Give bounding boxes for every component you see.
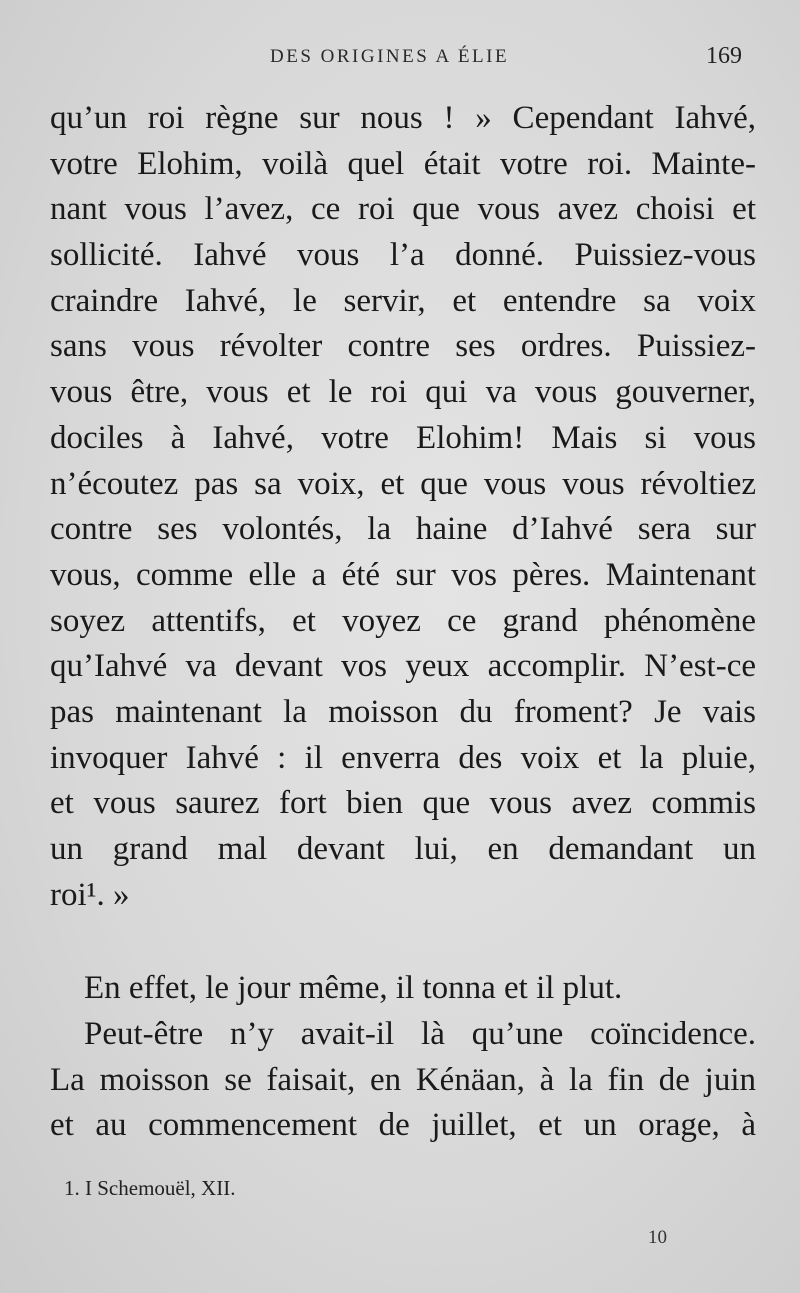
text-line: Peut-être n’y avait-il là qu’une coïncidence.: [84, 1016, 756, 1053]
text-line: votre Elohim, voilà quel était votre roi. Mainte-: [50, 145, 756, 182]
text-line: n’écoutez pas sa voix, et que vous vous révoltiez: [50, 465, 756, 502]
running-title: DES ORIGINES A ÉLIE: [270, 46, 510, 67]
text-line: sans vous révolter contre ses ordres. Puissiez-: [50, 328, 756, 365]
text-line: un grand mal devant lui, en demandant un: [50, 831, 756, 867]
text-line: sollicité. Iahvé vous l’a donné. Puissiez-vous: [50, 237, 756, 274]
footnote: 1. I Schemouël, XII.: [64, 1176, 236, 1200]
text-line: vous être, vous et le roi qui va vous gouverner,: [50, 374, 756, 411]
text-line: qu’un roi règne sur nous ! » Cependant Iahvé,: [50, 100, 756, 136]
text-line: et vous saurez fort bien que vous avez commis: [50, 785, 756, 822]
text-line: soyez attentifs, et voyez ce grand phénomène: [50, 602, 756, 639]
text-line: roi¹. »: [50, 876, 130, 913]
text-line: La moisson se faisait, en Kénäan, à la fin de juin: [50, 1061, 756, 1098]
text-line: dociles à Iahvé, votre Elohim! Mais si vous: [50, 419, 756, 456]
text-line: contre ses volontés, la haine d’Iahvé sera sur: [50, 511, 756, 548]
text-line: pas maintenant la moisson du froment? Je vais: [50, 693, 756, 730]
page-header: [0, 40, 800, 76]
text-line: vous, comme elle a été sur vos pères. Maintenant: [50, 556, 756, 593]
page-number: 169: [706, 43, 742, 69]
signature-mark: 10: [648, 1227, 667, 1248]
text-line: qu’Iahvé va devant vos yeux accomplir. N’est-ce: [50, 648, 756, 685]
paragraph-gap: [50, 918, 756, 966]
text-line: craindre Iahvé, le servir, et entendre sa voix: [50, 282, 756, 319]
text-line: invoquer Iahvé : il enverra des voix et la pluie,: [50, 739, 756, 776]
text-line: En effet, le jour même, il tonna et il plut.: [84, 970, 623, 1007]
body-text: [50, 96, 756, 1149]
text-line: nant vous l’avez, ce roi que vous avez choisi et: [50, 191, 756, 228]
text-line: et au commencement de juillet, et un orage, à: [50, 1107, 756, 1144]
